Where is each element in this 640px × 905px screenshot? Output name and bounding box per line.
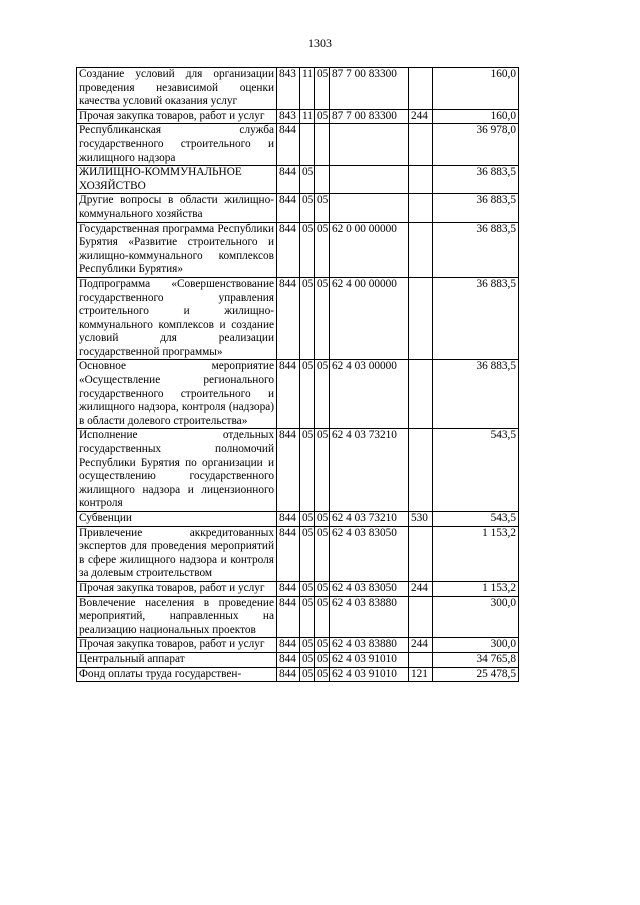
table-row	[77, 512, 519, 527]
table-row	[77, 526, 519, 581]
grbs-code-cell: 844	[277, 667, 300, 682]
table-row	[77, 360, 519, 429]
row-name-cell: Основное мероприятие «Осуществление регионального государственного строительного и жилищного надзора, контроля (надзора) в области долевого строительства»	[77, 360, 277, 429]
row-name-cell: Прочая закупка товаров, работ и услуг	[77, 638, 277, 653]
expense-type-cell	[409, 360, 433, 429]
amount-cell: 36 883,5	[433, 222, 519, 277]
subsection-code-cell: 05	[315, 277, 330, 360]
amount-cell: 1 153,2	[433, 581, 519, 596]
table-row	[77, 638, 519, 653]
target-article-cell: 62 4 03 83880	[330, 596, 409, 638]
amount-cell: 36 883,5	[433, 166, 519, 194]
target-article-cell	[330, 166, 409, 194]
table-row	[77, 277, 519, 360]
subsection-code-cell: 05	[315, 68, 330, 110]
target-article-cell: 87 7 00 83300	[330, 109, 409, 124]
page-number: 1303	[308, 36, 332, 50]
row-name-cell: Подпрограмма «Совершенствование государственного управления строительного и жилищно-коммунального комплексов и создание условий для реализации государственной программы»	[77, 277, 277, 360]
table-row	[77, 222, 519, 277]
grbs-code-cell: 844	[277, 596, 300, 638]
row-name-cell: ЖИЛИЩНО-КОММУНАЛЬНОЕ ХОЗЯЙСТВО	[77, 166, 277, 194]
expense-type-cell	[409, 222, 433, 277]
subsection-code-cell: 05	[315, 222, 330, 277]
expense-type-cell	[409, 194, 433, 222]
row-name-cell: Центральный аппарат	[77, 652, 277, 667]
target-article-cell: 62 4 03 91010	[330, 652, 409, 667]
amount-cell: 543,5	[433, 512, 519, 527]
amount-cell: 25 478,5	[433, 667, 519, 682]
subsection-code-cell: 05	[315, 638, 330, 653]
target-article-cell: 62 4 00 00000	[330, 277, 409, 360]
section-code-cell: 11	[300, 109, 315, 124]
grbs-code-cell: 844	[277, 124, 300, 166]
row-name-cell: Прочая закупка товаров, работ и услуг	[77, 581, 277, 596]
section-code-cell	[300, 124, 315, 166]
target-article-cell: 62 4 03 83050	[330, 526, 409, 581]
target-article-cell: 87 7 00 83300	[330, 68, 409, 110]
expense-type-cell	[409, 277, 433, 360]
section-code-cell: 11	[300, 68, 315, 110]
grbs-code-cell: 844	[277, 360, 300, 429]
expense-type-cell: 244	[409, 109, 433, 124]
subsection-code-cell: 05	[315, 109, 330, 124]
expense-type-cell	[409, 652, 433, 667]
row-name-cell: Создание условий для организации проведения независимой оценки качества условий оказания услуг	[77, 68, 277, 110]
section-code-cell: 05	[300, 360, 315, 429]
subsection-code-cell: 05	[315, 596, 330, 638]
target-article-cell: 62 4 03 00000	[330, 360, 409, 429]
target-article-cell: 62 0 00 00000	[330, 222, 409, 277]
table-row	[77, 667, 519, 682]
subsection-code-cell: 05	[315, 652, 330, 667]
grbs-code-cell: 844	[277, 526, 300, 581]
row-name-cell: Государственная программа Республики Бурятия «Развитие строительного и жилищно-коммунального комплексов Республики Бурятия»	[77, 222, 277, 277]
row-name-cell: Исполнение отдельных государственных полномочий Республики Бурятия по организации и осуществлению государственного жилищного надзора и лицензионного контроля	[77, 429, 277, 512]
table-row	[77, 596, 519, 638]
amount-cell: 1 153,2	[433, 526, 519, 581]
expense-type-cell	[409, 166, 433, 194]
row-name-cell: Субвенции	[77, 512, 277, 527]
subsection-code-cell: 05	[315, 360, 330, 429]
section-code-cell: 05	[300, 667, 315, 682]
table-row	[77, 68, 519, 110]
budget-table-body	[77, 68, 519, 682]
subsection-code-cell: 05	[315, 512, 330, 527]
expense-type-cell: 244	[409, 581, 433, 596]
amount-cell: 300,0	[433, 596, 519, 638]
table-row	[77, 124, 519, 166]
table-row	[77, 652, 519, 667]
row-name-cell: Другие вопросы в области жилищно-коммунального хозяйства	[77, 194, 277, 222]
amount-cell: 160,0	[433, 68, 519, 110]
section-code-cell: 05	[300, 512, 315, 527]
table-row	[77, 429, 519, 512]
amount-cell: 543,5	[433, 429, 519, 512]
row-name-cell: Прочая закупка товаров, работ и услуг	[77, 109, 277, 124]
subsection-code-cell	[315, 166, 330, 194]
target-article-cell: 62 4 03 83880	[330, 638, 409, 653]
expense-type-cell: 244	[409, 638, 433, 653]
row-name-cell: Привлечение аккредитованных экспертов для проведения мероприятий в сфере жилищного надзора и контроля за долевым строительством	[77, 526, 277, 581]
subsection-code-cell	[315, 124, 330, 166]
expense-type-cell: 121	[409, 667, 433, 682]
expense-type-cell: 530	[409, 512, 433, 527]
amount-cell: 36 978,0	[433, 124, 519, 166]
target-article-cell: 62 4 03 91010	[330, 667, 409, 682]
target-article-cell: 62 4 03 73210	[330, 429, 409, 512]
section-code-cell: 05	[300, 526, 315, 581]
table-row	[77, 581, 519, 596]
grbs-code-cell: 844	[277, 166, 300, 194]
expense-type-cell	[409, 596, 433, 638]
row-name-cell: Фонд оплаты труда государствен-	[77, 667, 277, 682]
amount-cell: 36 883,5	[433, 360, 519, 429]
expense-type-cell	[409, 429, 433, 512]
grbs-code-cell: 843	[277, 68, 300, 110]
grbs-code-cell: 844	[277, 652, 300, 667]
amount-cell: 36 883,5	[433, 194, 519, 222]
expense-type-cell	[409, 124, 433, 166]
budget-table	[76, 67, 519, 682]
section-code-cell: 05	[300, 581, 315, 596]
grbs-code-cell: 844	[277, 222, 300, 277]
table-row	[77, 166, 519, 194]
amount-cell: 160,0	[433, 109, 519, 124]
expense-type-cell	[409, 68, 433, 110]
grbs-code-cell: 844	[277, 581, 300, 596]
section-code-cell: 05	[300, 652, 315, 667]
section-code-cell: 05	[300, 429, 315, 512]
subsection-code-cell: 05	[315, 526, 330, 581]
amount-cell: 36 883,5	[433, 277, 519, 360]
grbs-code-cell: 844	[277, 277, 300, 360]
expense-type-cell	[409, 526, 433, 581]
subsection-code-cell: 05	[315, 581, 330, 596]
amount-cell: 300,0	[433, 638, 519, 653]
section-code-cell: 05	[300, 166, 315, 194]
table-row	[77, 109, 519, 124]
target-article-cell: 62 4 03 73210	[330, 512, 409, 527]
target-article-cell: 62 4 03 83050	[330, 581, 409, 596]
section-code-cell: 05	[300, 638, 315, 653]
section-code-cell: 05	[300, 277, 315, 360]
amount-cell: 34 765,8	[433, 652, 519, 667]
subsection-code-cell: 05	[315, 194, 330, 222]
grbs-code-cell: 844	[277, 512, 300, 527]
grbs-code-cell: 844	[277, 194, 300, 222]
row-name-cell: Республиканская служба государственного строительного и жилищного надзора	[77, 124, 277, 166]
table-row	[77, 194, 519, 222]
grbs-code-cell: 843	[277, 109, 300, 124]
section-code-cell: 05	[300, 222, 315, 277]
target-article-cell	[330, 194, 409, 222]
subsection-code-cell: 05	[315, 429, 330, 512]
section-code-cell: 05	[300, 194, 315, 222]
subsection-code-cell: 05	[315, 667, 330, 682]
grbs-code-cell: 844	[277, 429, 300, 512]
grbs-code-cell: 844	[277, 638, 300, 653]
row-name-cell: Вовлечение населения в проведение мероприятий, направленных на реализацию национальных проектов	[77, 596, 277, 638]
section-code-cell: 05	[300, 596, 315, 638]
target-article-cell	[330, 124, 409, 166]
